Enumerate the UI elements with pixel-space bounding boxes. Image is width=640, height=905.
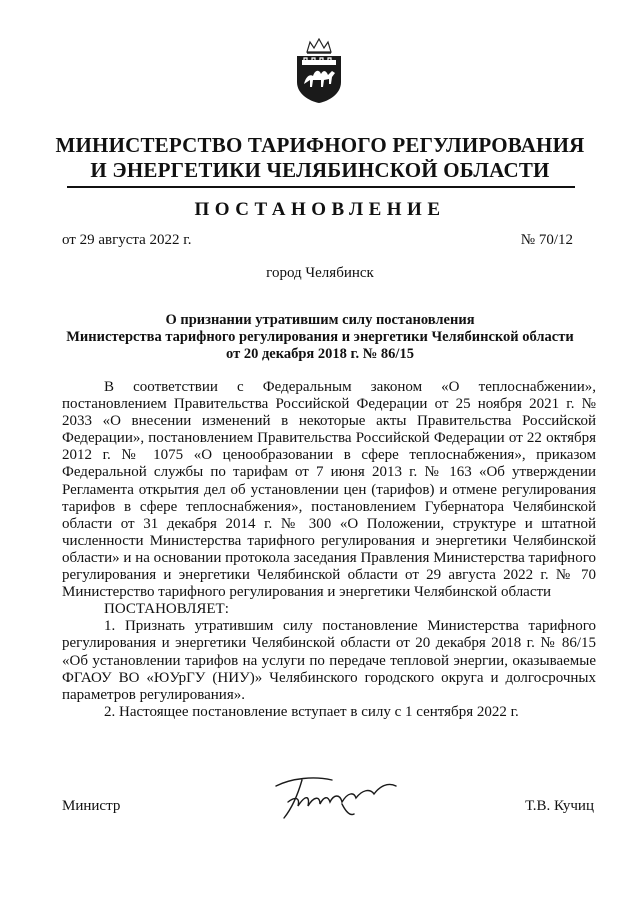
ministry-name-line2: И ЭНЕРГЕТИКИ ЧЕЛЯБИНСКОЙ ОБЛАСТИ [90, 158, 550, 182]
document-city: город Челябинск [266, 265, 374, 281]
resolves-heading: ПОСТАНОВЛЯЕТ: [104, 601, 229, 618]
document-title [60, 312, 580, 363]
preamble-paragraph: В соответствии с Федеральным законом «О теплоснабжении», постановлением Правительства Российской Федерации от 25 ноября 2021 г. № 2033 «О внесении изменений в некоторые акты Правительства Российской Федерации», постановлением Правительства Российской Федерации от 22 октября 2012 г. № 1075 «О ценообразовании в сфере теплоснабжения», приказом Федеральной службы по тарифам от 7 июня 2013 г. № 163 «Об утверждении Регламента открытия дел об установлении цен (тарифов) и отмене регулирования тарифов в сфере теплоснабжения», постановлением Губернатора Челябинской области от 31 декабря 2014 г. № 300 «О Положении, структуре и штатной численности Министерства тарифного регулирования и энергетики Челябинской области» и на основании протокола заседания Правления Министерства тарифного регулирования и энергетики Челябинской области от 29 августа 2022 г. № 70 Министерство тарифного регулирования и энергетики Челябинской области [62, 379, 596, 601]
title-line-1: О признании утратившим силу постановления [165, 312, 475, 328]
signatory-position: Министр [62, 798, 121, 814]
signatory-name: Т.В. Кучиц [525, 798, 594, 814]
title-line-2: Министерства тарифного регулирования и энергетики Челябинской области [66, 329, 574, 345]
coat-of-arms-icon [293, 38, 345, 104]
header-divider [67, 186, 575, 188]
document-number: № 70/12 [520, 232, 573, 248]
ministry-name-line1: МИНИСТЕРСТВО ТАРИФНОГО РЕГУЛИРОВАНИЯ [55, 133, 585, 157]
document-date: от 29 августа 2022 г. [62, 232, 192, 248]
item-1-paragraph: 1. Признать утратившим силу постановление Министерства тарифного регулирования и энергетики Челябинской области от 20 декабря 2018 г. № 86/15 «Об установлении тарифов на услуги по передаче тепловой энергии, оказываемые ФГАОУ ВО «ЮУрГУ (НИУ)» Челябинского городского округа и долгосрочных параметров регулирования». [62, 618, 596, 703]
document-type: ПОСТАНОВЛЕНИЕ [194, 199, 446, 220]
title-line-3: от 20 декабря 2018 г. № 86/15 [226, 346, 414, 362]
document-body [62, 379, 596, 721]
item-2-paragraph: 2. Настоящее постановление вступает в силу с 1 сентября 2022 г. [104, 703, 519, 720]
handwritten-signature [262, 772, 412, 824]
